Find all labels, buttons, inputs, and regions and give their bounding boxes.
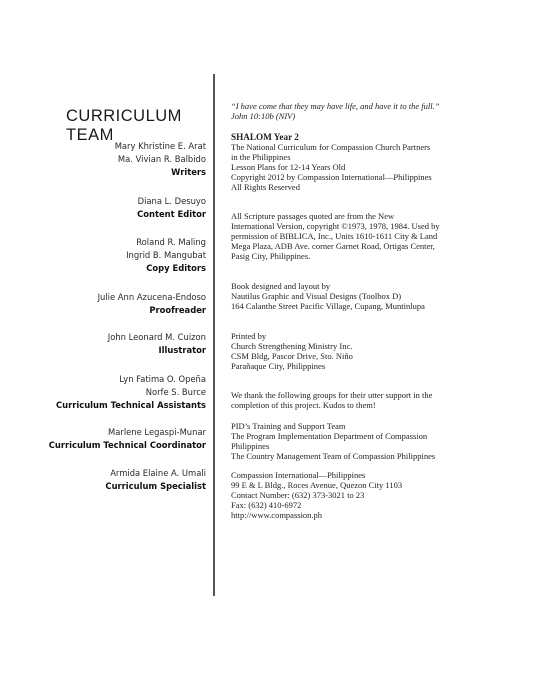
quote-reference: John 10:10b (NIV) (231, 111, 296, 121)
credit-writers (40, 140, 206, 179)
credit-role: Writers (171, 167, 206, 177)
credit-name: Marlene Legaspi-Munar (108, 427, 206, 437)
info-line: All Rights Reserved (231, 182, 300, 192)
acknowledgement (231, 390, 499, 410)
info-line: in the Philippines (231, 152, 291, 162)
credit-name: Diana L. Desuyo (137, 196, 206, 206)
info-line: The Program Implementation Department of Compassion (231, 431, 428, 441)
info-line: Philippines (231, 441, 270, 451)
credit-illustrator (40, 331, 206, 357)
info-line: 164 Calanthe Street Pacific Village, Cupang, Muntinlupa (231, 301, 425, 311)
info-line: Nautilus Graphic and Visual Designs (Toolbox D) (231, 291, 402, 301)
info-line: Compassion International—Philippines (231, 470, 366, 480)
info-line: Lesson Plans for 12-14 Years Old (231, 162, 346, 172)
info-line: All Scripture passages quoted are from the New (231, 211, 395, 221)
credit-copy-editors (40, 236, 206, 275)
curriculum-team-heading: CURRICULUM TEAM (66, 107, 182, 144)
book-title: SHALOM Year 2 (231, 132, 299, 142)
credit-role: Content Editor (137, 209, 206, 219)
info-line: Church Strengthening Ministry Inc. (231, 341, 353, 351)
info-line: Mega Plaza, ADB Ave. corner Garnet Road, Ortigas Center, (231, 241, 435, 251)
credit-role: Illustrator (158, 345, 206, 355)
info-line: Contact Number: (632) 373-3021 to 23 (231, 490, 365, 500)
info-line: permission of BIBLICA, Inc., Units 1610-1611 City & Land (231, 231, 438, 241)
info-line: Printed by (231, 331, 267, 341)
credit-name: Ingrid B. Mangubat (126, 250, 206, 260)
info-line: Book designed and layout by (231, 281, 331, 291)
info-line: We thank the following groups for their utter support in the (231, 390, 433, 400)
design-credit (231, 281, 499, 311)
info-line: completion of this project. Kudos to them! (231, 400, 376, 410)
credit-name: Roland R. Maling (136, 237, 206, 247)
info-line: Parañaque City, Philippines (231, 361, 326, 371)
credit-name: Armida Elaine A. Umali (110, 468, 206, 478)
credit-technical-assistants (40, 373, 206, 412)
credit-role: Curriculum Technical Assistants (56, 400, 206, 410)
credit-content-editor (40, 195, 206, 221)
contact-block (231, 470, 499, 520)
info-line: International Version, copyright ©1973, 1978, 1984. Used by (231, 221, 440, 231)
credit-role: Copy Editors (146, 263, 206, 273)
info-line: 99 E & L Bldg., Roces Avenue, Quezon City 1103 (231, 480, 403, 490)
support-groups (231, 421, 499, 461)
quote-text: “I have come that they may have life, and have it to the full.” (231, 101, 440, 111)
info-line: Fax: (632) 410-6972 (231, 500, 302, 510)
info-line: The National Curriculum for Compassion Church Partners (231, 142, 431, 152)
credit-name: Mary Khristine E. Arat (114, 141, 206, 151)
credit-role: Curriculum Specialist (105, 481, 206, 491)
epigraph-quote (231, 101, 499, 121)
credit-role: Proofreader (149, 305, 206, 315)
credit-name: Julie Ann Azucena-Endoso (97, 292, 206, 302)
credit-role: Curriculum Technical Coordinator (48, 440, 206, 450)
shalom-block (231, 132, 499, 192)
column-divider (213, 74, 215, 596)
info-line: Pasig City, Philippines. (231, 251, 311, 261)
info-line: Copyright 2012 by Compassion International—Philippines (231, 172, 432, 182)
credit-curriculum-specialist (40, 467, 206, 493)
credit-name: Norfe S. Burce (145, 387, 206, 397)
credit-proofreader (40, 291, 206, 317)
scripture-notice (231, 211, 499, 261)
website-link[interactable]: http://www.compassion.ph (231, 510, 323, 520)
credit-name: John Leonard M. Cuizon (107, 332, 206, 342)
credit-technical-coordinator (40, 426, 206, 452)
credit-name: Ma. Vivian R. Balbido (117, 154, 206, 164)
info-line: The Country Management Team of Compassion Philippines (231, 451, 436, 461)
printer-credit (231, 331, 499, 371)
info-line: PID’s Training and Support Team (231, 421, 346, 431)
credit-name: Lyn Fatima O. Opeña (119, 374, 206, 384)
info-line: CSM Bldg, Pascor Drive, Sto. Niño (231, 351, 353, 361)
